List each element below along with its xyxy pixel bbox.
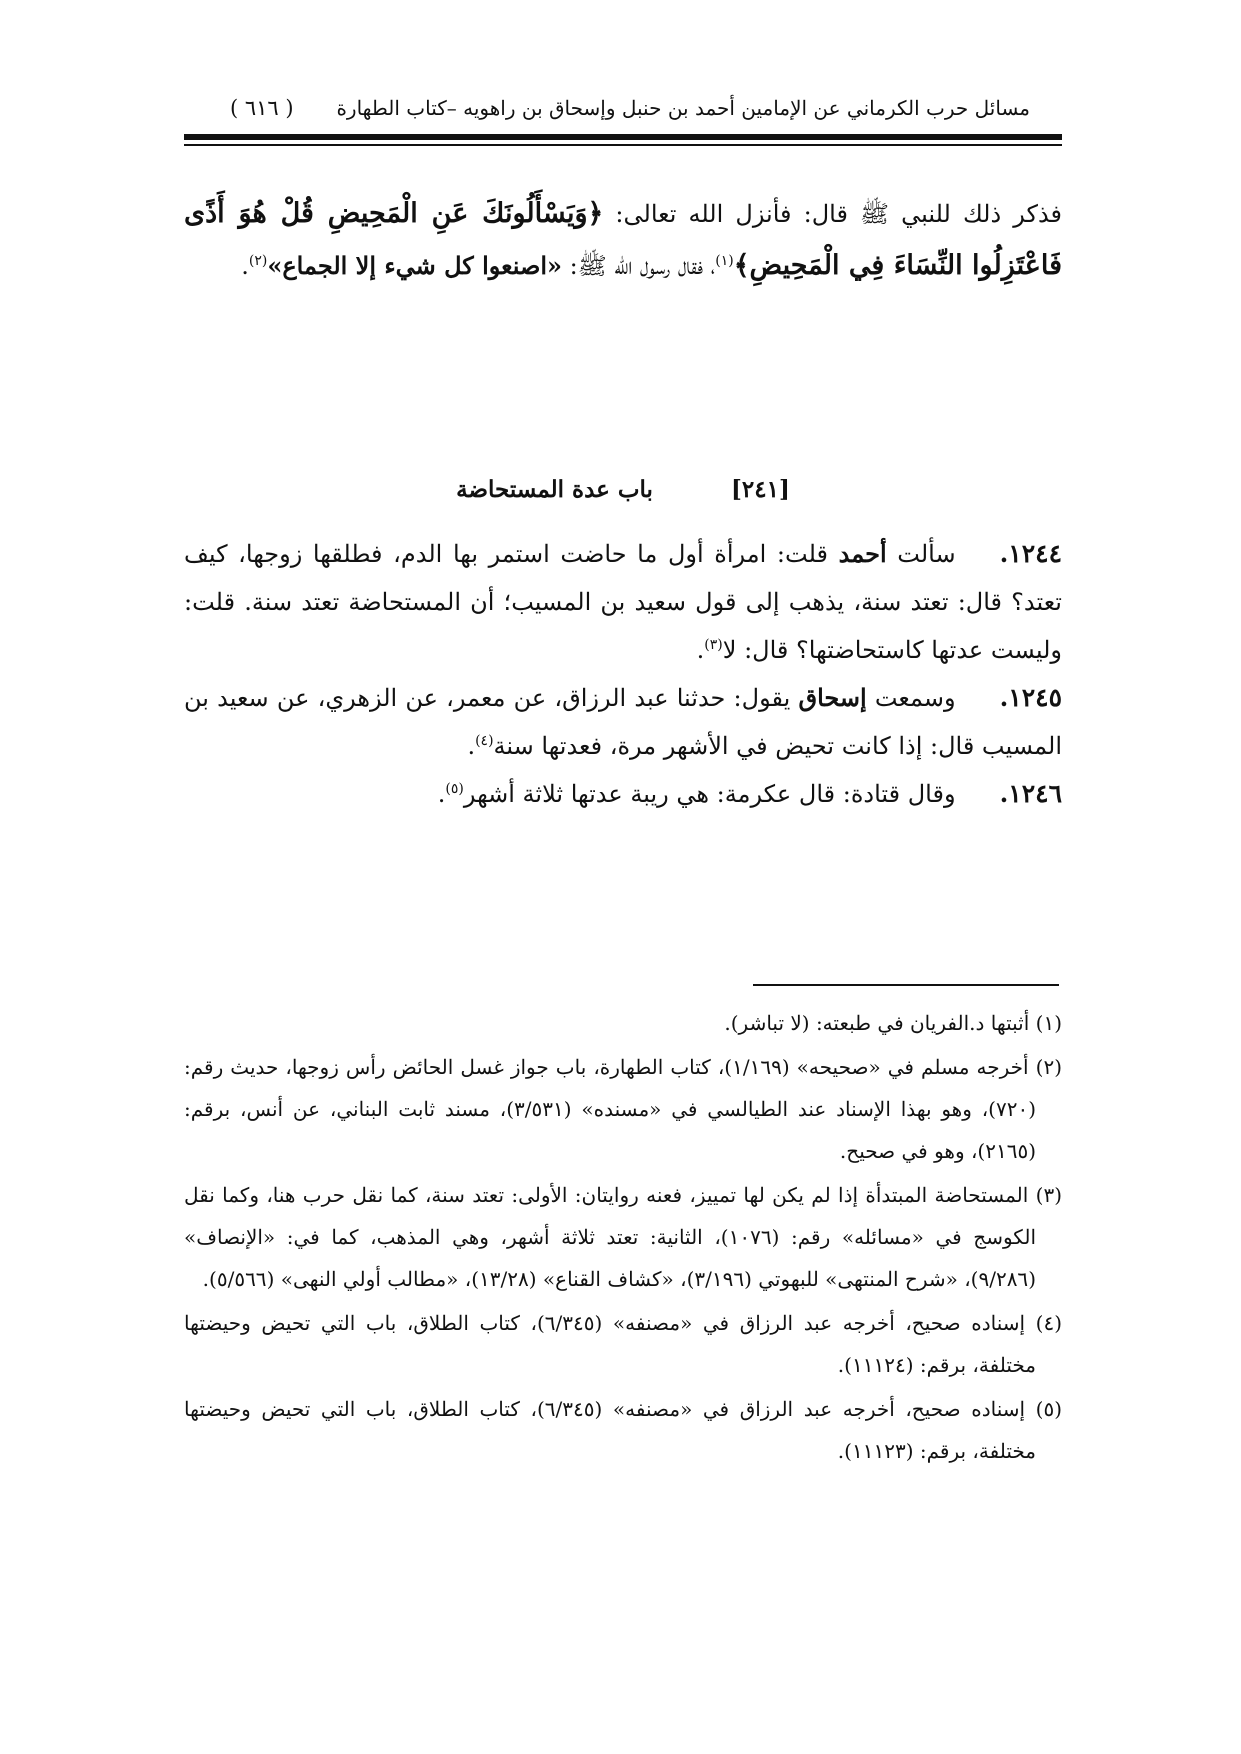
section-title: باب عدة المستحاضة xyxy=(456,476,653,503)
footnote: (٤) إسناده صحيح، أخرجه عبد الرزاق في «مصنفه» (٦/٣٤٥)، كتاب الطلاق، باب التي تحيض وحيضتها مختلفة، برقم: (١١١٢٤). xyxy=(184,1311,1063,1377)
list-item xyxy=(184,674,1062,770)
footnote-ref[interactable]: (٢) xyxy=(248,253,268,269)
header-rule-thin xyxy=(184,144,1062,146)
running-header xyxy=(230,88,1030,128)
entry-end: . xyxy=(696,636,705,664)
entry-text: وقال قتادة: قال عكرمة: هي ريبة عدتها ثلاثة أشهر xyxy=(463,780,956,808)
entry-pre: وسمعت xyxy=(866,684,956,712)
entry-text: قلت: امرأة أول ما حاضت استمر بها الدم، فطلقها زوجها، كيف تعتد؟ قال: تعتد سنة، يذهب إلى قول سعيد بن المسيب؛ أن المستحاضة تعتد سنة. قلت: وليست عدتها كاستحاضتها؟ قال: لا xyxy=(184,540,1062,664)
entry-pre: سألت xyxy=(886,540,956,568)
footnote: (٢) أخرجه مسلم في «صحيحه» (١/١٦٩)، كتاب الطهارة، باب جواز غسل الحائض رأس زوجها، حديث رقم: (٧٢٠)، وهو بهذا الإسناد عند الطيالسي في «مسنده» (٣/٥٣١)، مسند ثابت البناني، عن أنس، برقم: (٢١٦٥)، وهو في صحيح. xyxy=(184,1055,1063,1163)
entry-number: ١٢٤٥. xyxy=(999,683,1062,712)
footnote-ref[interactable]: (١) xyxy=(715,253,734,269)
entry-name: أحمد xyxy=(838,539,887,568)
intro-end: . xyxy=(241,252,249,280)
list-item xyxy=(184,770,1062,818)
page-number: ( ٦١٦ ) xyxy=(230,96,294,120)
entry-number: ١٢٤٤. xyxy=(999,539,1062,568)
footnote-ref[interactable]: (٣) xyxy=(704,637,723,653)
entries-list xyxy=(184,530,1062,818)
intro-text: فذكر ذلك للنبي ﷺ قال: فأنزل الله تعالى: xyxy=(603,200,1063,228)
entry-end: . xyxy=(467,732,476,760)
header-title: مسائل حرب الكرماني عن الإمامين أحمد بن حنبل وإسحاق بن راهويه –كتاب الطهارة xyxy=(336,96,1030,120)
intro-paragraph xyxy=(184,188,1062,292)
footnote-separator xyxy=(753,984,1059,986)
section-heading xyxy=(184,476,1062,503)
section-number: [٢٤١] xyxy=(730,476,790,503)
entry-text: يقول: حدثنا عبد الرزاق، عن معمر، عن الزهري، عن سعيد بن المسيب قال: إذا كانت تحيض في الأشهر مرة، فعدتها سنة xyxy=(184,684,1062,760)
footnote-ref[interactable]: (٥) xyxy=(445,781,464,797)
intro-text-2: ، فقال رسول الله ﷺ: xyxy=(562,252,716,280)
entry-end: . xyxy=(437,780,446,808)
entry-name: إسحاق xyxy=(798,683,867,712)
footnote: (١) أثبتها د.الفريان في طبعته: (لا تباشر). xyxy=(724,1011,1062,1035)
quran-verse: ﴿وَيَسْأَلُونَكَ عَنِ الْمَحِيضِ قُلْ هُوَ أَذًى فَاعْتَزِلُوا النِّسَاءَ فِي الْمَحِيضِ﴾ xyxy=(184,198,1062,281)
header-rule-thick xyxy=(184,134,1062,140)
hadith-quote: «اصنعوا كل شيء إلا الجماع» xyxy=(267,251,563,280)
entry-number: ١٢٤٦. xyxy=(999,779,1062,808)
footnotes-section xyxy=(184,1002,1062,1474)
footnote: (٥) إسناده صحيح، أخرجه عبد الرزاق في «مصنفه» (٦/٣٤٥)، كتاب الطلاق، باب التي تحيض وحيضتها مختلفة، برقم: (١١١٢٣). xyxy=(184,1397,1063,1463)
footnote: (٣) المستحاضة المبتدأة إذا لم يكن لها تمييز، فعنه روايتان: الأولى: تعتد سنة، كما نقل حرب هنا، وكما نقل الكوسج في «مسائله» رقم: (١٠٧٦)، الثانية: تعتد ثلاثة أشهر، وهي المذهب، كما في: «الإنصاف» (٩/٢٨٦)، «شرح المنتهى» للبهوتي (٣/١٩٦)، «كشاف القناع» (١٣/٢٨)، «مطالب أولي النهى» (٥/٥٦٦). xyxy=(184,1183,1062,1291)
footnote-ref[interactable]: (٤) xyxy=(475,733,494,749)
list-item xyxy=(184,530,1062,674)
